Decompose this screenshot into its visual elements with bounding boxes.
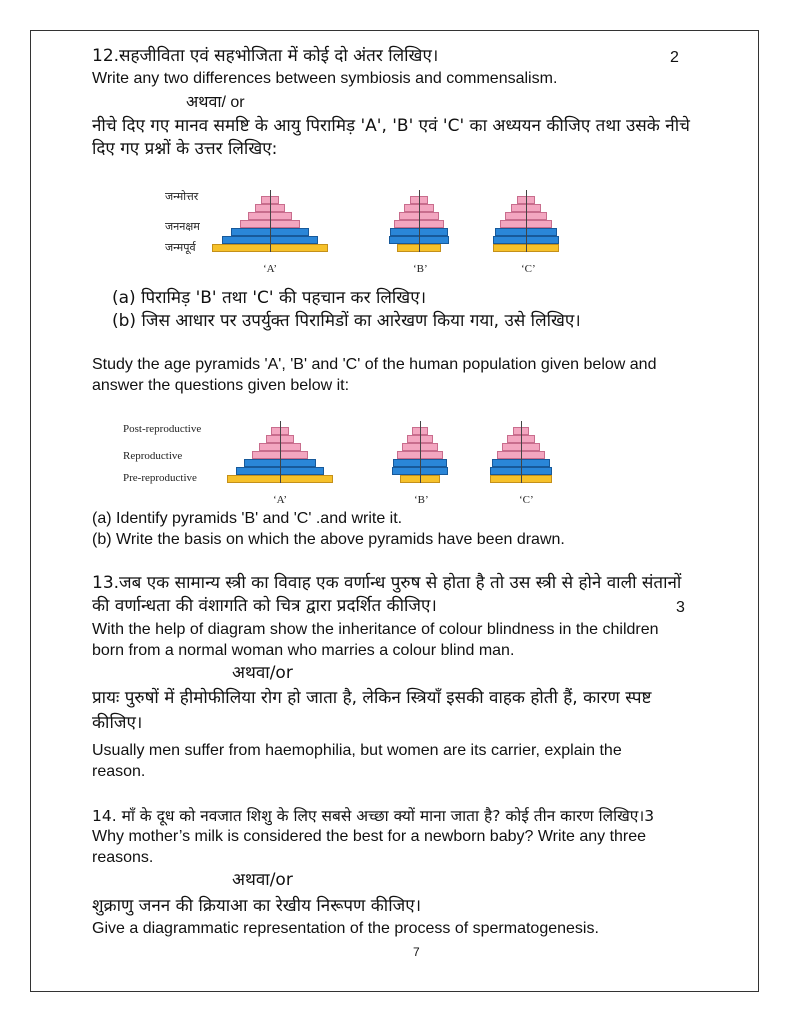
- pyramid-c-label-en: ‘C’: [519, 494, 534, 506]
- pyramid-axis: [270, 190, 271, 252]
- pyramid-b-label: ‘B’: [413, 263, 428, 275]
- q12-english-question: Write any two differences between symbiosis and commensalism.: [92, 70, 558, 87]
- pyramid-axis: [420, 421, 421, 483]
- pyramid-axis: [526, 190, 527, 252]
- pyramid-axis: [521, 421, 522, 483]
- pyramid-c-label: ‘C’: [521, 263, 536, 275]
- q12-or: अथवा/ or: [186, 94, 245, 111]
- q12-english-or-line2: answer the questions given below it:: [92, 377, 350, 394]
- q12-hindi-question: 12.सहजीविता एवं सहभोजिता में कोई दो अंतर लिखिए।: [92, 46, 439, 66]
- q14-hindi-or: शुक्राणु जनन की क्रियाआ का रेखीय निरूपण कीजिए।: [92, 896, 422, 916]
- q13-marks: 3: [676, 599, 685, 616]
- pyramid-axis: [419, 190, 420, 252]
- english-label-pre: Pre-reproductive: [123, 472, 197, 484]
- q13-hindi-or-line2: कीजिए।: [92, 713, 143, 733]
- pyramid-a-label-en: ‘A’: [273, 494, 288, 506]
- hindi-label-post: जन्मोत्तर: [165, 191, 199, 203]
- q13-hindi-or-line1: प्रायः पुरुषों में हीमोफीलिया रोग हो जाता है, लेकिन स्त्रियाँ इसकी वाहक होती हैं, कारण स्पष्ट: [92, 688, 652, 708]
- q13-english-or-line2: reason.: [92, 763, 146, 780]
- english-label-repro: Reproductive: [123, 450, 183, 462]
- q12-hindi-or-line1: नीचे दिए गए मानव समष्टि के आयु पिरामिड़ 'A', 'B' एवं 'C' का अध्ययन कीजिए तथा उसके नीचे: [92, 116, 690, 136]
- q12-marks: 2: [670, 49, 679, 66]
- english-label-post: Post-reproductive: [123, 423, 202, 435]
- q12-hindi-sub-a: (a) पिरामिड़ 'B' तथा 'C' की पहचान कर लिखिए।: [112, 288, 427, 308]
- q13-hindi-line2: की वर्णान्धता की वंशागति को चित्र द्वारा प्रदर्शित कीजिए।: [92, 596, 437, 616]
- q14-or: अथवा/or: [232, 870, 293, 890]
- pyramid-axis: [280, 421, 281, 483]
- q13-english-or-line1: Usually men suffer from haemophilia, but women are its carrier, explain the: [92, 742, 622, 759]
- q14-english-line1: Why mother’s milk is considered the best for a newborn baby? Write any three: [92, 828, 647, 845]
- q13-english-line1: With the help of diagram show the inheritance of colour blindness in the children: [92, 621, 659, 638]
- q12-english-sub-a: (a) Identify pyramids 'B' and 'C' .and write it.: [92, 510, 403, 527]
- q12-english-or-line1: Study the age pyramids 'A', 'B' and 'C' of the human population given below and: [92, 356, 657, 373]
- page-number: 7: [413, 945, 420, 959]
- q13-hindi-line1: 13.जब एक सामान्य स्त्री का विवाह एक वर्णान्ध पुरुष से होता है तो उस स्त्री से होने वाली संतानों: [92, 573, 682, 593]
- pyramid-b-label-en: ‘B’: [414, 494, 429, 506]
- q13-or: अथवा/or: [232, 663, 293, 683]
- hindi-label-repro: जननक्षम: [165, 221, 200, 233]
- q14-english-line2: reasons.: [92, 849, 154, 866]
- q12-english-sub-b: (b) Write the basis on which the above pyramids have been drawn.: [92, 531, 565, 548]
- pyramid-a-label: ‘A’: [263, 263, 278, 275]
- q13-english-line2: born from a normal woman who marries a colour blind man.: [92, 642, 515, 659]
- q12-hindi-sub-b: (b) जिस आधार पर उपर्युक्त पिरामिडों का आरेखण किया गया, उसे लिखिए।: [112, 311, 581, 331]
- hindi-label-pre: जन्मपूर्व: [165, 242, 196, 254]
- q12-hindi-or-line2: दिए गए प्रश्नों के उत्तर लिखिए:: [92, 139, 278, 159]
- q14-hindi: 14. माँ के दूध को नवजात शिशु के लिए सबसे अच्छा क्यों माना जाता है? कोई तीन कारण लिखिए।3: [92, 807, 655, 825]
- q14-english-or: Give a diagrammatic representation of the process of spermatogenesis.: [92, 920, 599, 937]
